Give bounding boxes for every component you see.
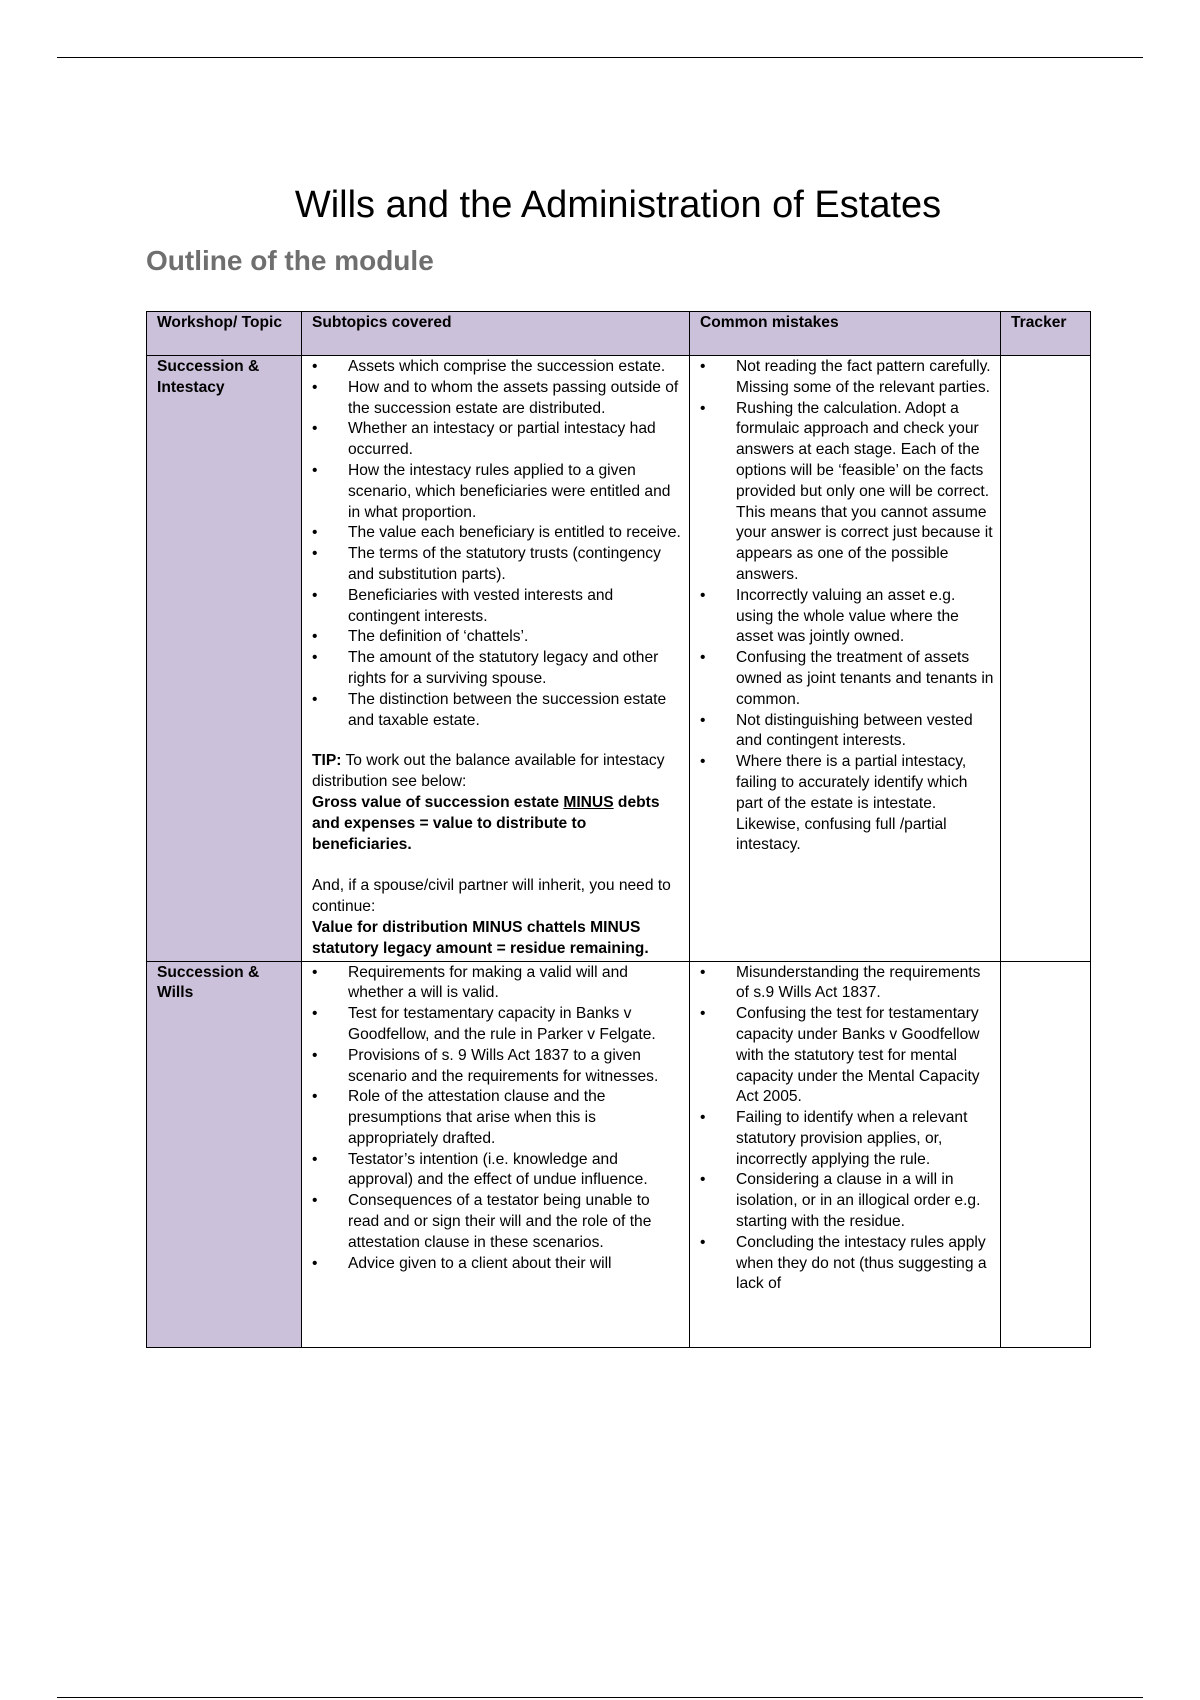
list-item: • The terms of the statutory trusts (contingency and substitution parts). — [312, 544, 683, 586]
list-item: • Consequences of a testator being unable to read and or sign their will and the role of the attestation clause in these scenarios. — [312, 1191, 683, 1253]
list-item: • Rushing the calculation. Adopt a formulaic approach and check your answers at each stage. Each of the options will be ‘feasible’ on the facts provided but only one will be correct. This means that you cannot assume your answer is correct just because it appears as one of the possible answers. — [700, 399, 994, 586]
list-item: • Where there is a partial intestacy, failing to accurately identify which part of the estate is intestate. Likewise, confusing full /partial intestacy. — [700, 752, 994, 856]
list-item: • Not reading the fact pattern carefully. Missing some of the relevant parties. — [700, 357, 994, 399]
list-item: • Concluding the intestacy rules apply when they do not (thus suggesting a lack of — [700, 1233, 994, 1295]
list-item: • Provisions of s. 9 Wills Act 1837 to a given scenario and the requirements for witnesses. — [312, 1046, 683, 1088]
header-common-mistakes: Common mistakes — [690, 312, 1001, 356]
formula-minus: MINUS — [563, 793, 614, 811]
formula-residue-text: Value for distribution MINUS chattels MINUS statutory legacy amount = residue remaining. — [312, 918, 649, 957]
list-item: • Beneficiaries with vested interests and contingent interests. — [312, 586, 683, 628]
table-header-row — [147, 312, 1091, 356]
list-item: • How the intestacy rules applied to a given scenario, which beneficiaries were entitled and in what proportion. — [312, 461, 683, 523]
list-item: • Advice given to a client about their will — [312, 1254, 683, 1275]
list-item: • The definition of ‘chattels’. — [312, 627, 683, 648]
header-tracker: Tracker — [1001, 312, 1091, 356]
tip-block — [312, 751, 683, 959]
list-item: • Role of the attestation clause and the presumptions that arise when this is appropriately drafted. — [312, 1087, 683, 1149]
mistakes-list — [700, 357, 994, 856]
table-row — [147, 961, 1091, 1347]
tip-label: TIP: — [312, 752, 342, 770]
header-workshop-topic: Workshop/ Topic — [147, 312, 302, 356]
mistakes-cell — [690, 961, 1001, 1347]
list-item: • Confusing the test for testamentary capacity under Banks v Goodfellow with the statutory test for mental capacity under the Mental Capacity Act 2005. — [700, 1004, 994, 1108]
mistakes-cell — [690, 356, 1001, 962]
list-item: • Confusing the treatment of assets owned as joint tenants and tenants in common. — [700, 648, 994, 710]
topic-cell: Succession & Wills — [147, 961, 302, 1347]
list-item: • Requirements for making a valid will and whether a will is valid. — [312, 963, 683, 1005]
formula-distribution — [312, 793, 683, 855]
list-item: • Assets which comprise the succession estate. — [312, 357, 683, 378]
subtopics-cell — [302, 961, 690, 1347]
list-item: • The amount of the statutory legacy and other rights for a surviving spouse. — [312, 648, 683, 690]
table-row — [147, 356, 1091, 962]
list-item: • Test for testamentary capacity in Banks v Goodfellow, and the rule in Parker v Felgate. — [312, 1004, 683, 1046]
list-item: • How and to whom the assets passing outside of the succession estate are distributed. — [312, 378, 683, 420]
tip-text: To work out the balance available for intestacy distribution see below: — [312, 752, 665, 791]
tracker-cell[interactable] — [1001, 961, 1091, 1347]
formula-residue — [312, 918, 683, 960]
footer-rule — [57, 1697, 1143, 1698]
subtopics-cell — [302, 356, 690, 962]
tip-paragraph — [312, 751, 683, 793]
header-rule — [57, 57, 1143, 58]
list-item: • Failing to identify when a relevant statutory provision applies, or, incorrectly applying the rule. — [700, 1108, 994, 1170]
list-item: • The distinction between the succession estate and taxable estate. — [312, 690, 683, 732]
formula-part: Gross value of succession estate — [312, 793, 564, 811]
list-item: • The value each beneficiary is entitled to receive. — [312, 523, 683, 544]
tracker-cell[interactable] — [1001, 356, 1091, 962]
list-item: • Considering a clause in a will in isolation, or in an illogical order e.g. starting with the residue. — [700, 1170, 994, 1232]
list-item: • Incorrectly valuing an asset e.g. using the whole value where the asset was jointly owned. — [700, 586, 994, 648]
module-outline-table — [146, 311, 1091, 1348]
header-subtopics: Subtopics covered — [302, 312, 690, 356]
section-subtitle: Outline of the module — [146, 245, 434, 276]
topic-cell: Succession & Intestacy — [147, 356, 302, 962]
continue-text: And, if a spouse/civil partner will inherit, you need to continue: — [312, 877, 671, 916]
formula-part: debts and expenses = value to distribute to beneficiaries. — [312, 793, 660, 853]
mistakes-list — [700, 963, 994, 1296]
subtopics-list — [312, 357, 683, 731]
list-item: • Not distinguishing between vested and contingent interests. — [700, 711, 994, 753]
document-title: Wills and the Administration of Estates — [294, 184, 942, 226]
subtopics-list — [312, 963, 683, 1275]
list-item: • Misunderstanding the requirements of s.9 Wills Act 1837. — [700, 963, 994, 1005]
list-item: • Testator’s intention (i.e. knowledge and approval) and the effect of undue influence. — [312, 1150, 683, 1192]
list-item: • Whether an intestacy or partial intestacy had occurred. — [312, 419, 683, 461]
